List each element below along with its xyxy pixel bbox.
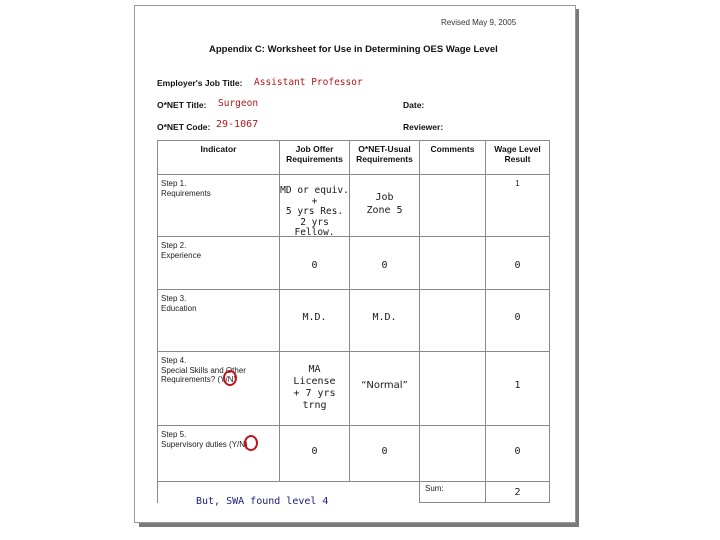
yes-circle-annotation bbox=[223, 370, 237, 386]
step1-result-value: 1 bbox=[515, 179, 520, 188]
step4-label: Step 4. bbox=[161, 356, 187, 365]
step5-name: Supervisory duties (Y/N) bbox=[161, 439, 248, 449]
step5-label: Step 5. bbox=[161, 430, 187, 439]
header-onet-usual: O*NET-Usual Requirements bbox=[350, 141, 420, 175]
step5-result-value: 0 bbox=[514, 446, 521, 457]
step2-job-offer bbox=[280, 237, 350, 290]
header-comments: Comments bbox=[420, 141, 486, 175]
onet-title-value: Surgeon bbox=[218, 98, 259, 109]
step1-result bbox=[486, 175, 550, 237]
step1-onet-line2: Zone 5 bbox=[366, 205, 403, 216]
step4-onet bbox=[350, 352, 420, 426]
step2-comments bbox=[420, 237, 486, 290]
step1-job-offer-line1: MD or equiv. bbox=[280, 185, 349, 196]
revised-date: Revised May 9, 2005 bbox=[441, 18, 517, 27]
table-header-row bbox=[158, 141, 550, 175]
step2-job-offer-value: 0 bbox=[311, 260, 318, 271]
date-label: Date: bbox=[403, 100, 425, 110]
step5-result bbox=[486, 426, 550, 482]
table-row bbox=[158, 290, 550, 352]
no-circle-annotation bbox=[244, 435, 258, 451]
onet-code-value: 29-1067 bbox=[216, 119, 259, 130]
table-row bbox=[158, 175, 550, 237]
step5-onet-value: 0 bbox=[381, 446, 388, 457]
step1-indicator bbox=[158, 175, 280, 237]
step1-onet bbox=[350, 175, 420, 237]
step4-job-offer-line4: trng bbox=[302, 400, 327, 411]
step4-job-offer-line2: License bbox=[293, 376, 336, 387]
step4-name: Special Skills and Other bbox=[161, 365, 246, 375]
step4-result bbox=[486, 352, 550, 426]
step4-onet-value: “Normal” bbox=[361, 380, 408, 391]
table-row bbox=[158, 426, 550, 482]
step2-onet bbox=[350, 237, 420, 290]
step5-job-offer-value: 0 bbox=[311, 446, 318, 457]
header-indicator: Indicator bbox=[158, 141, 280, 175]
step1-onet-line1: Job bbox=[375, 192, 394, 203]
onet-code-label: O*NET Code: bbox=[157, 122, 211, 132]
table-row bbox=[158, 352, 550, 426]
step1-label: Step 1. bbox=[161, 179, 187, 188]
step1-name: Requirements bbox=[161, 188, 211, 198]
step5-onet bbox=[350, 426, 420, 482]
step3-job-offer bbox=[280, 290, 350, 352]
step1-job-offer-line4: 2 yrs Fellow. bbox=[294, 216, 335, 238]
step1-comments bbox=[420, 175, 486, 237]
worksheet-title: Appendix C: Worksheet for Use in Determining OES Wage Level bbox=[209, 44, 498, 55]
wage-worksheet-table bbox=[157, 140, 550, 503]
step4-job-offer-line1: MA bbox=[308, 364, 321, 375]
step5-indicator bbox=[158, 426, 280, 482]
worksheet-page bbox=[134, 5, 576, 523]
step2-result-value: 0 bbox=[514, 260, 521, 271]
step2-name: Experience bbox=[161, 250, 202, 260]
step4-job-offer-line3: + 7 yrs bbox=[293, 388, 336, 399]
step4-job-offer bbox=[280, 352, 350, 426]
onet-title-label: O*NET Title: bbox=[157, 100, 207, 110]
step1-job-offer-line2: + bbox=[311, 195, 318, 207]
step2-result bbox=[486, 237, 550, 290]
sum-value: 2 bbox=[514, 487, 521, 498]
step1-job-offer-line3: 5 yrs Res. bbox=[285, 206, 344, 217]
step3-label: Step 3. bbox=[161, 294, 187, 303]
step3-name: Education bbox=[161, 303, 197, 313]
step3-indicator bbox=[158, 290, 280, 352]
step3-job-offer-value: M.D. bbox=[302, 312, 327, 323]
step4-result-value: 1 bbox=[514, 380, 521, 391]
step3-result-value: 0 bbox=[514, 312, 521, 323]
job-title-label: Employer's Job Title: bbox=[157, 78, 243, 88]
sum-label: Sum: bbox=[420, 482, 486, 503]
step2-indicator bbox=[158, 237, 280, 290]
step2-onet-value: 0 bbox=[381, 260, 388, 271]
step1-job-offer bbox=[280, 175, 350, 237]
job-title-value: Assistant Professor bbox=[254, 77, 363, 88]
table-row bbox=[158, 237, 550, 290]
step5-job-offer bbox=[280, 426, 350, 482]
step3-onet-value: M.D. bbox=[372, 312, 397, 323]
header-wage-level: Wage Level Result bbox=[486, 141, 550, 175]
step2-label: Step 2. bbox=[161, 241, 187, 250]
step5-comments bbox=[420, 426, 486, 482]
step4-name-line2: Requirements? (Y/N) bbox=[161, 375, 237, 384]
step3-onet bbox=[350, 290, 420, 352]
step3-result bbox=[486, 290, 550, 352]
step3-comments bbox=[420, 290, 486, 352]
reviewer-label: Reviewer: bbox=[403, 122, 444, 132]
step4-comments bbox=[420, 352, 486, 426]
sum-result bbox=[486, 482, 550, 503]
header-job-offer: Job Offer Requirements bbox=[280, 141, 350, 175]
swa-annotation: But, SWA found level 4 bbox=[196, 496, 329, 507]
step4-indicator bbox=[158, 352, 280, 426]
